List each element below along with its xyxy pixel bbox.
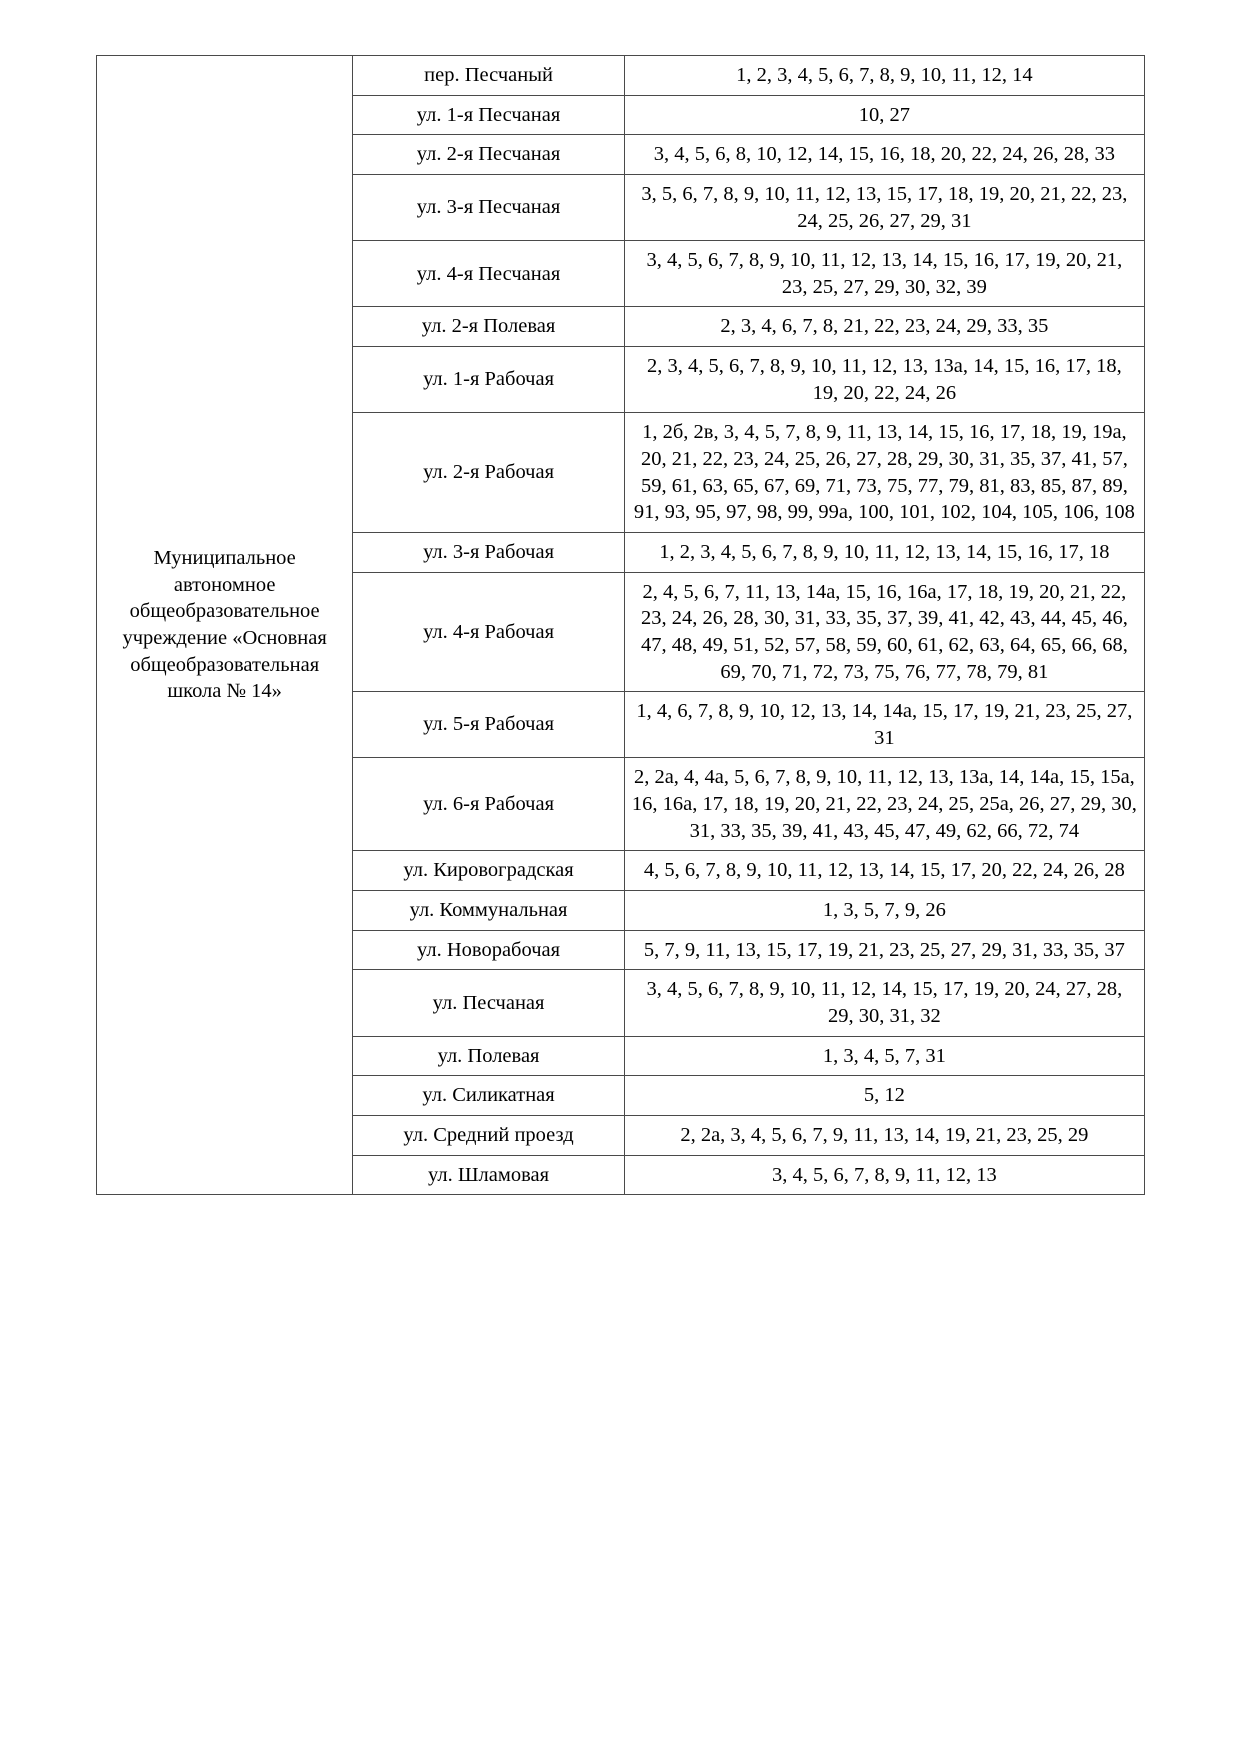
street-name-cell: ул. 1-я Песчаная [353,95,624,135]
house-numbers-cell: 10, 27 [624,95,1144,135]
street-name-cell: ул. 2-я Песчаная [353,135,624,175]
street-name-cell: ул. Кировоградская [353,851,624,891]
house-numbers-cell: 3, 4, 5, 6, 8, 10, 12, 14, 15, 16, 18, 20, 22, 24, 26, 28, 33 [624,135,1144,175]
street-name-cell: ул. 2-я Рабочая [353,413,624,533]
house-numbers-cell: 3, 5, 6, 7, 8, 9, 10, 11, 12, 13, 15, 17, 18, 19, 20, 21, 22, 23, 24, 25, 26, 27, 29, 31 [624,174,1144,240]
house-numbers-cell: 2, 4, 5, 6, 7, 11, 13, 14а, 15, 16, 16а, 17, 18, 19, 20, 21, 22, 23, 24, 26, 28, 30, 31, 33, 35, 37, 39, 41, 42, 43, 44, 45, 46, 47, 48, 49, 51, 52, 57, 58, 59, 60, 61, 62, 63, 64, 65, 66, 68, 69, 70, 71, 72, 73, 75, 76, 77, 78, 79, 81 [624,572,1144,692]
street-name-cell: пер. Песчаный [353,56,624,96]
street-name-cell: ул. 4-я Песчаная [353,241,624,307]
school-address-table [96,55,1145,1195]
table-body [97,56,1145,1195]
table-row [97,56,1145,96]
house-numbers-cell: 2, 2а, 4, 4а, 5, 6, 7, 8, 9, 10, 11, 12, 13, 13а, 14, 14а, 15, 15а, 16, 16а, 17, 18, 19, 20, 21, 22, 23, 24, 25, 25а, 26, 27, 29, 30, 31, 33, 35, 39, 41, 43, 45, 47, 49, 62, 66, 72, 74 [624,758,1144,851]
house-numbers-cell: 3, 4, 5, 6, 7, 8, 9, 11, 12, 13 [624,1155,1144,1195]
house-numbers-cell: 3, 4, 5, 6, 7, 8, 9, 10, 11, 12, 14, 15, 17, 19, 20, 24, 27, 28, 29, 30, 31, 32 [624,970,1144,1036]
street-name-cell: ул. 4-я Рабочая [353,572,624,692]
street-name-cell: ул. Песчаная [353,970,624,1036]
street-name-cell: ул. 3-я Песчаная [353,174,624,240]
house-numbers-cell: 2, 3, 4, 5, 6, 7, 8, 9, 10, 11, 12, 13, 13а, 14, 15, 16, 17, 18, 19, 20, 22, 24, 26 [624,347,1144,413]
house-numbers-cell: 1, 3, 4, 5, 7, 31 [624,1036,1144,1076]
organization-name: Муниципальное автономное общеобразовательное учреждение «Основная общеобразовательная школа № 14» [122,547,327,703]
street-name-cell: ул. Средний проезд [353,1115,624,1155]
street-name-cell: ул. 1-я Рабочая [353,347,624,413]
house-numbers-cell: 1, 3, 5, 7, 9, 26 [624,891,1144,931]
house-numbers-cell: 2, 3, 4, 6, 7, 8, 21, 22, 23, 24, 29, 33, 35 [624,307,1144,347]
street-name-cell: ул. 5-я Рабочая [353,692,624,758]
house-numbers-cell: 4, 5, 6, 7, 8, 9, 10, 11, 12, 13, 14, 15, 17, 20, 22, 24, 26, 28 [624,851,1144,891]
street-name-cell: ул. Шламовая [353,1155,624,1195]
street-name-cell: ул. Полевая [353,1036,624,1076]
street-name-cell: ул. 3-я Рабочая [353,532,624,572]
organization-cell [97,56,353,1195]
house-numbers-cell: 1, 2б, 2в, 3, 4, 5, 7, 8, 9, 11, 13, 14, 15, 16, 17, 18, 19, 19а, 20, 21, 22, 23, 24, 25, 26, 27, 28, 29, 30, 31, 35, 37, 41, 57, 59, 61, 63, 65, 67, 69, 71, 73, 75, 77, 79, 81, 83, 85, 87, 89, 91, 93, 95, 97, 98, 99, 99а, 100, 101, 102, 104, 105, 106, 108 [624,413,1144,533]
house-numbers-cell: 3, 4, 5, 6, 7, 8, 9, 10, 11, 12, 13, 14, 15, 16, 17, 19, 20, 21, 23, 25, 27, 29, 30, 32, 39 [624,241,1144,307]
house-numbers-cell: 5, 12 [624,1076,1144,1116]
house-numbers-cell: 5, 7, 9, 11, 13, 15, 17, 19, 21, 23, 25, 27, 29, 31, 33, 35, 37 [624,930,1144,970]
house-numbers-cell: 1, 2, 3, 4, 5, 6, 7, 8, 9, 10, 11, 12, 13, 14, 15, 16, 17, 18 [624,532,1144,572]
street-name-cell: ул. 6-я Рабочая [353,758,624,851]
street-name-cell: ул. Силикатная [353,1076,624,1116]
house-numbers-cell: 1, 4, 6, 7, 8, 9, 10, 12, 13, 14, 14а, 15, 17, 19, 21, 23, 25, 27, 31 [624,692,1144,758]
street-name-cell: ул. 2-я Полевая [353,307,624,347]
house-numbers-cell: 1, 2, 3, 4, 5, 6, 7, 8, 9, 10, 11, 12, 14 [624,56,1144,96]
street-name-cell: ул. Новорабочая [353,930,624,970]
street-name-cell: ул. Коммунальная [353,891,624,931]
house-numbers-cell: 2, 2а, 3, 4, 5, 6, 7, 9, 11, 13, 14, 19, 21, 23, 25, 29 [624,1115,1144,1155]
